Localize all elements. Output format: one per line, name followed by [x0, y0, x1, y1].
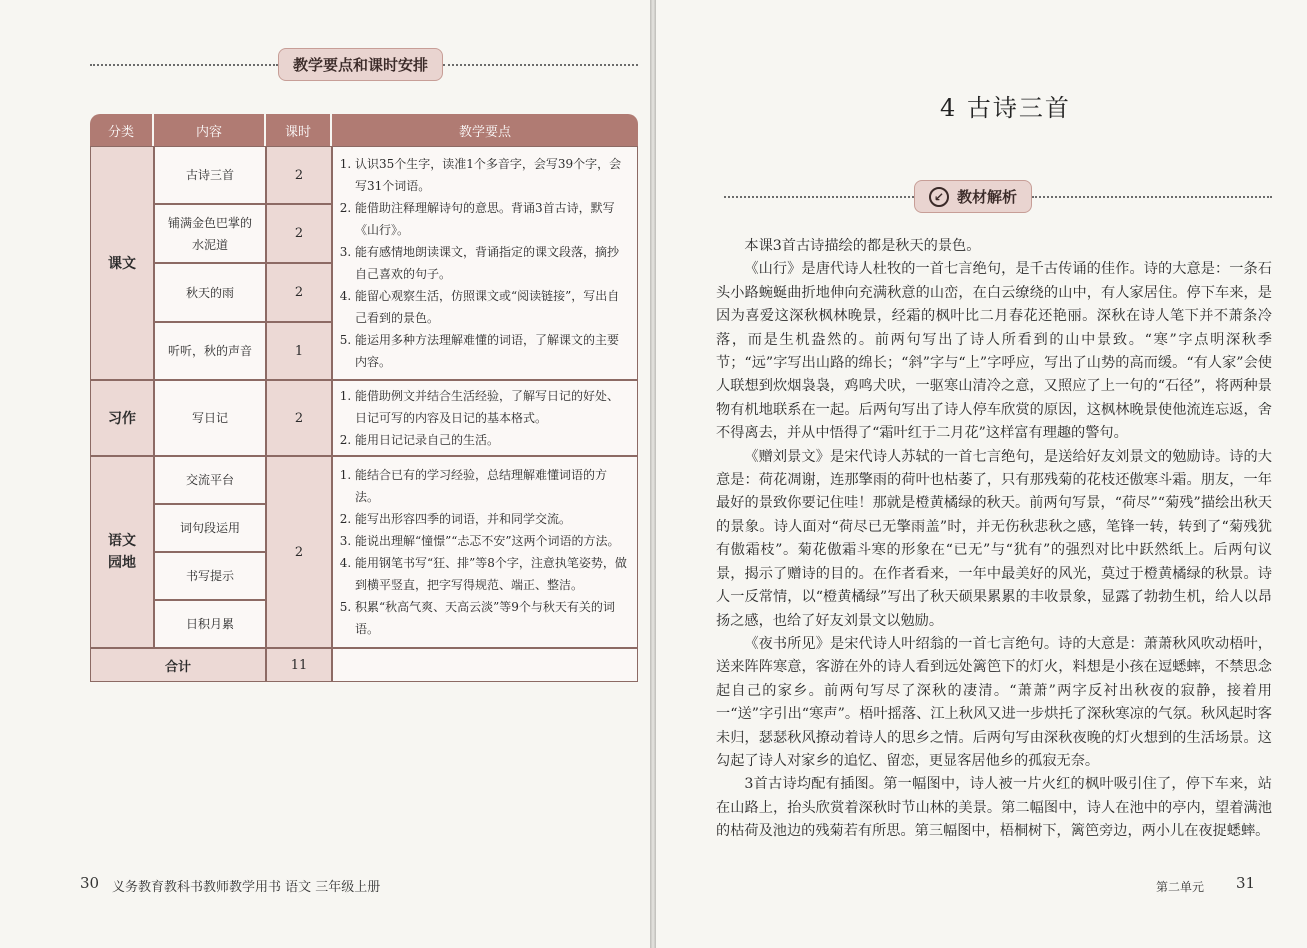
- key-point: 2. 能用日记记录自己的生活。: [355, 429, 629, 451]
- section-title: 教材解析: [957, 188, 1018, 206]
- content-cell: 听听，秋的声音: [154, 322, 266, 380]
- total-label: 合计: [90, 648, 266, 682]
- right-page-number: 31: [1236, 874, 1256, 892]
- category-label: 语文园地: [108, 533, 136, 571]
- content-cell: 秋天的雨: [154, 263, 266, 322]
- key-point: 4. 能留心观察生活，仿照课文或“阅读链接”，写出自己看到的景色。: [355, 285, 629, 329]
- hours-cell: 2: [266, 146, 332, 204]
- key-point: 2. 能写出形容四季的词语，并和同学交流。: [355, 508, 629, 530]
- key-point: 5. 能运用多种方法理解难懂的词语，了解课文的主要内容。: [355, 329, 629, 373]
- content-cell: 词句段运用: [154, 504, 266, 552]
- key-points-cell: [332, 456, 638, 648]
- banner-divider: [443, 64, 638, 66]
- key-points-cell: [332, 380, 638, 456]
- key-point: 1. 能借助例文并结合生活经验，了解写日记的好处、日记可写的内容及日记的基本格式。: [355, 385, 629, 429]
- total-row: [90, 648, 638, 682]
- hours-cell: 2: [266, 380, 332, 456]
- header-category: 分类: [90, 114, 154, 146]
- key-point: 3. 能说出理解“憧憬”“忐忑不安”这两个词语的方法。: [355, 530, 629, 552]
- table-row: [90, 146, 638, 204]
- category-cell: 习作: [90, 380, 154, 456]
- lesson-title: 4 古诗三首: [940, 94, 1071, 122]
- banner-divider: [90, 64, 278, 66]
- section-title-pill: [914, 180, 1032, 213]
- banner-divider: [724, 196, 914, 198]
- analysis-text: [716, 235, 1272, 844]
- paragraph: 《夜书所见》是宋代诗人叶绍翁的一首七言绝句。诗的大意是：萧萧秋风吹动梧叶，送来阵阵寒意，客游在外的诗人看到远处篱笆下的灯火，料想是小孩在逗蟋蟀，不禁思念起自己的家乡。前两句写尽了深秋的凄清。“萧萧”两字反衬出秋夜的寂静，接着用一“送”字引出“寒声”。梧叶摇落、江上秋风又进一步烘托了深秋寒凉的气氛。秋风起时客未归，瑟瑟秋风撩动着诗人的思乡之情。后两句写由深秋夜晚的灯火想到的生活场景。这勾起了诗人对家乡的追忆、留恋，更显客居他乡的孤寂无奈。: [716, 635, 1272, 769]
- arrow-down-left-icon: ↙: [929, 187, 949, 207]
- content-cell: 书写提示: [154, 552, 266, 600]
- lesson-plan-table: [90, 114, 638, 682]
- table-header-row: [90, 114, 638, 146]
- key-point: 4. 能用钢笔书写“狂、排”等8个字，注意执笔姿势，做到横平竖直，把字写得规范、端正、整洁。: [355, 552, 629, 596]
- category-cell: 课文: [90, 146, 154, 380]
- key-point: 1. 能结合已有的学习经验，总结理解难懂词语的方法。: [355, 464, 629, 508]
- hours-cell: 1: [266, 322, 332, 380]
- book-title: 义务教育教科书教师教学用书 语文 三年级上册: [112, 880, 381, 895]
- header-hours: 课时: [266, 114, 332, 146]
- key-point: 5. 积累“秋高气爽、天高云淡”等9个与秋天有关的词语。: [355, 596, 629, 640]
- content-cell: 铺满金色巴掌的水泥道: [154, 204, 266, 263]
- total-hours: 11: [266, 648, 332, 682]
- paragraph: 3首古诗均配有插图。第一幅图中，诗人被一片火红的枫叶吸引住了，停下车来，站在山路上，抬头欣赏着深秋时节山林的美景。第二幅图中，诗人在池中的亭内，望着满池的枯荷及池边的残菊若有所思。第三幅图中，梧桐树下，篱笆旁边，两小儿在夜捉蟋蟀。: [716, 776, 1272, 840]
- content-cell: 日积月累: [154, 600, 266, 648]
- content-cell: 写日记: [154, 380, 266, 456]
- key-point: 3. 能有感情地朗读课文，背诵指定的课文段落，摘抄自己喜欢的句子。: [355, 241, 629, 285]
- paragraph: 《山行》是唐代诗人杜牧的一首七言绝句，是千古传诵的佳作。诗的大意是：一条石头小路蜿蜒曲折地伸向充满秋意的山峦，在白云缭绕的山中，有人家居住。停下车来，是因为喜爱这深秋枫林晚景，经霜的枫叶比二月春花还艳丽。深秋在诗人笔下并不萧条冷落，而是生机盎然的。前两句写出了诗人所看到的山中景致。“寒”字点明深秋季节；“远”字写出山路的绵长；“斜”字与“上”字呼应，写出了山势的高而缓。“有人家”会使人联想到炊烟袅袅，鸡鸣犬吠，一驱寒山清冷之意，又照应了上一句的“石径”，将两种景物有机地联系在一起。后两句写出了诗人停车欣赏的原因，这枫林晚景使他流连忘返，舍不得离去，并从中悟得了“霜叶红于二月花”这样富有理趣的警句。: [716, 261, 1272, 442]
- unit-label: 第二单元: [1156, 880, 1205, 894]
- content-cell: 古诗三首: [154, 146, 266, 204]
- hours-cell: 2: [266, 204, 332, 263]
- paragraph: 《赠刘景文》是宋代诗人苏轼的一首七言绝句，是送给好友刘景文的勉励诗。诗的大意是：荷花凋谢，连那擎雨的荷叶也枯萎了，只有那残菊的花枝还傲寒斗霜。朋友，一年最好的景致你要记住哇！那就是橙黄橘绿的秋天。前两句写景，“荷尽”“菊残”描绘出秋天的景象。诗人面对“荷尽已无擎雨盖”时，并无伤秋悲秋之感，笔锋一转，转到了“菊残犹有傲霜枝”。菊花傲霜斗寒的形象在“已无”与“犹有”的强烈对比中跃然纸上。后两句议景，揭示了赠诗的目的。在作者看来，一年中最美好的风光，莫过于橙黄橘绿的秋景。诗人一反常情，以“橙黄橘绿”写出了秋天硕果累累的丰收景象，显露了勃勃生机，给人以昂扬之感，也给了好友刘景文以勉励。: [716, 448, 1272, 629]
- header-key-points: 教学要点: [332, 114, 638, 146]
- left-section-banner: [90, 48, 638, 81]
- hours-cell: 2: [266, 263, 332, 322]
- banner-divider: [1032, 196, 1272, 198]
- total-blank: [332, 648, 638, 682]
- key-point: 2. 能借助注释理解诗句的意思。背诵3首古诗，默写《山行》。: [355, 197, 629, 241]
- left-page-number: 30: [80, 874, 100, 892]
- key-point: 1. 认识35个生字，读准1个多音字，会写39个字，会写31个词语。: [355, 153, 629, 197]
- right-section-banner: [724, 180, 1272, 213]
- category-cell: [90, 456, 154, 648]
- table-row: [90, 456, 638, 504]
- section-title: 教学要点和课时安排: [278, 48, 443, 81]
- content-cell: 交流平台: [154, 456, 266, 504]
- hours-cell: 2: [266, 456, 332, 648]
- paragraph: 本课3首古诗描绘的都是秋天的景色。: [744, 238, 981, 254]
- key-points-cell: [332, 146, 638, 380]
- table-row: [90, 380, 638, 456]
- header-content: 内容: [154, 114, 266, 146]
